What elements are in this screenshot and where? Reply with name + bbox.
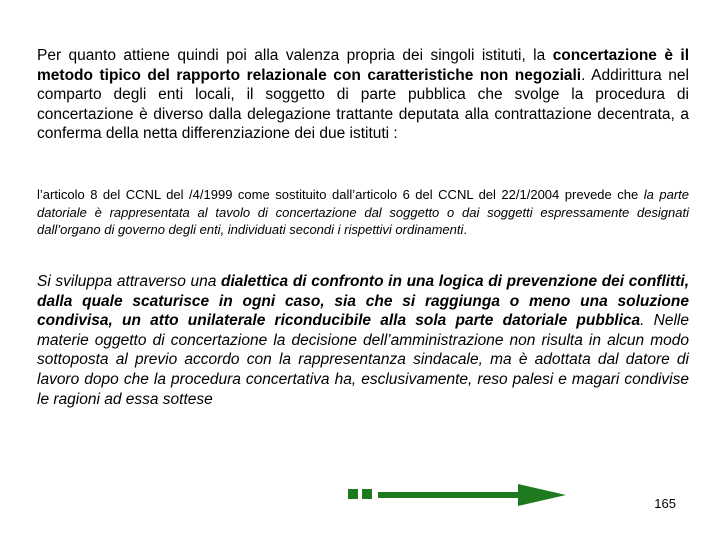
intro-bold: concertazione è il metodo tipico del rapporto relazionale con caratteristiche non negoziali: [37, 47, 690, 84]
article-text-1: l’articolo 8 del CCNL del /4/1999 come sostituito dall’articolo 6 del CCNL del 22/1/2004 prevede che: [37, 187, 644, 202]
paragraph-dialectic: [37, 272, 689, 409]
intro-text-2: . Addirittura nel comparto degli enti locali, il soggetto di parte pubblica che svolge la procedura di concertazione è diverso dalla delegazione trattante deputata alla contrattazione decentrata, a conferma della netta differenziazione dei due istituti :: [37, 66, 689, 142]
intro-text-1: Per quanto attiene quindi poi alla valenza propria dei singoli istituti, la: [37, 47, 553, 64]
dialectic-text-1: Si sviluppa attraverso una: [37, 273, 221, 290]
dialectic-bold: dialettica di confronto in una logica di prevenzione dei conflitti, dalla quale scaturisce in ogni caso, sia che si raggiunga o meno una soluzione condivisa, un atto unilaterale riconducibile alla sola parte datoriale pubblica: [37, 273, 689, 330]
paragraph-intro: [37, 46, 689, 144]
page-number: 165: [654, 496, 676, 511]
slide-navigation[interactable]: [348, 481, 568, 511]
arrow-right-icon[interactable]: [378, 481, 568, 511]
article-italic: la parte datoriale è rappresentata al tavolo di concertazione dal soggetto o dai soggetti espressamente designati dall’organo di governo degli enti, individuati secondi i rispettivi ordinamenti: [37, 187, 689, 237]
nav-square-2[interactable]: [362, 489, 372, 499]
nav-square-1[interactable]: [348, 489, 358, 499]
paragraph-article-reference: [37, 186, 689, 239]
dialectic-text-2: . Nelle materie oggetto di concertazione la decisione dell’amministrazione non risulta in alcun modo sottoposta al previo accordo con la rappresentanza sindacale, ma è adottata dal datore di lavoro dopo che la procedura concertativa ha, esclusivamente, reso palesi e magari condivise le ragioni ad essa sottese: [37, 312, 689, 408]
article-text-2: .: [463, 222, 467, 237]
